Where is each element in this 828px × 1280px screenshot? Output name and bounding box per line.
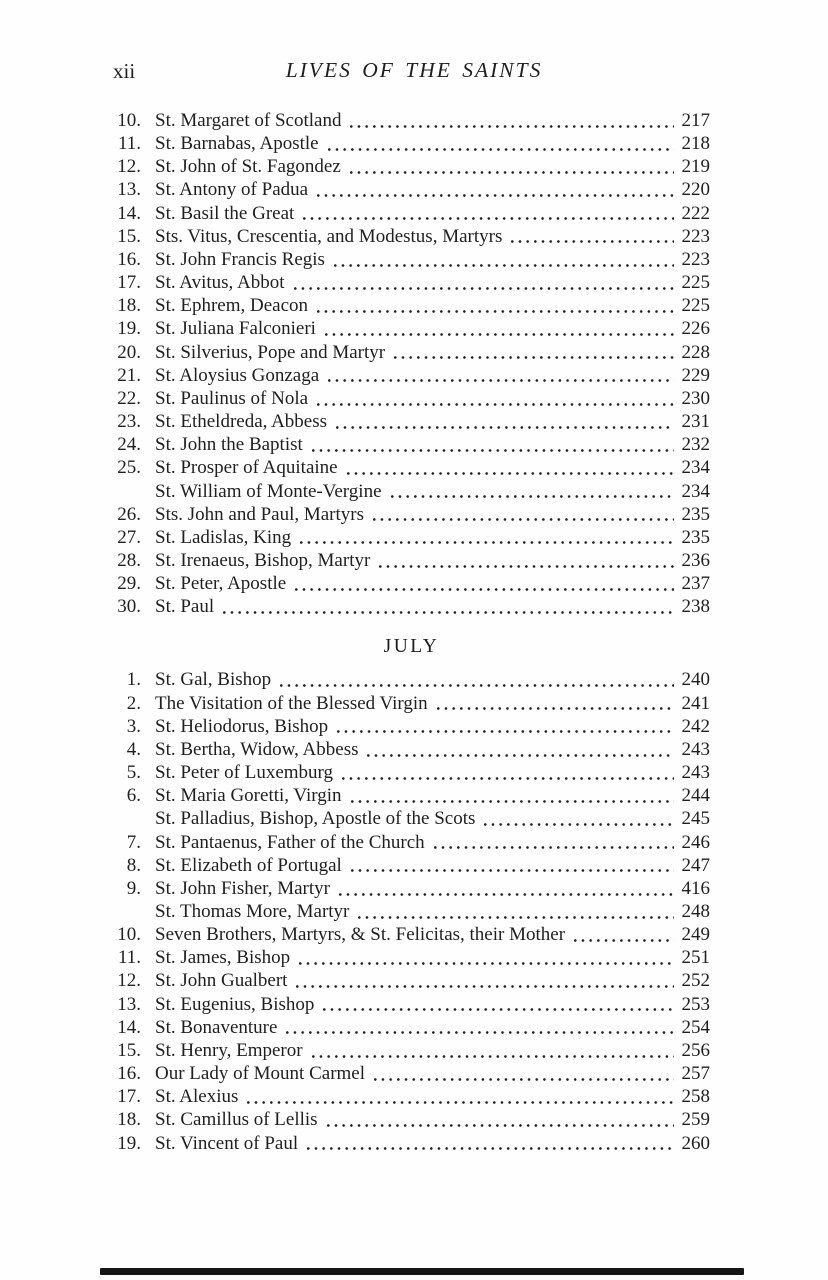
toc-entry: [113, 480, 710, 503]
entry-page-number: 238: [681, 596, 710, 618]
entry-title: St. Ephrem, Deacon: [155, 295, 309, 317]
toc-entry: [113, 132, 710, 155]
entry-page-number: 259: [681, 1109, 710, 1131]
entry-title: St. Maria Goretti, Virgin: [155, 785, 342, 807]
entry-title: St. Juliana Falconieri: [155, 318, 316, 340]
dot-leader: [379, 549, 674, 572]
toc-entry: [113, 807, 710, 830]
dot-leader: [317, 178, 674, 201]
dot-leader: [336, 410, 674, 433]
entry-title: St. Vincent of Paul: [155, 1132, 299, 1154]
entry-title: St. Irenaeus, Bishop, Martyr: [155, 549, 371, 571]
entry-title: St. Camillus of Lellis: [155, 1109, 318, 1131]
toc-entry: [113, 946, 710, 969]
toc-entry: [113, 993, 710, 1016]
entry-number: 2.: [126, 692, 141, 714]
toc-entry: [113, 155, 710, 178]
entry-title: St. Margaret of Scotland: [155, 110, 342, 131]
toc-entry: [113, 1062, 710, 1085]
entry-number: 17.: [117, 1086, 141, 1108]
dot-leader: [511, 225, 674, 248]
entry-page-number: 252: [681, 970, 710, 992]
entry-number: 12.: [117, 970, 141, 992]
entry-title: Our Lady of Mount Carmel: [155, 1063, 366, 1085]
toc-entry: [113, 1016, 710, 1039]
entry-title: St. Silverius, Pope and Martyr: [155, 341, 386, 363]
toc-entry: [113, 1039, 710, 1062]
dot-leader: [434, 831, 674, 854]
running-title: LIVES OF THE SAINTS: [285, 58, 543, 82]
entry-title: St. Pantaenus, Father of the Church: [155, 831, 425, 853]
entry-page-number: 257: [681, 1063, 710, 1085]
toc-entry: [113, 715, 710, 738]
entry-page-number: 258: [681, 1086, 710, 1108]
entry-page-number: 235: [681, 503, 710, 525]
entry-page-number: 240: [681, 669, 710, 691]
toc-entry: [113, 877, 710, 900]
entry-number: 28.: [117, 549, 141, 571]
toc-entry: [113, 668, 710, 691]
entry-page-number: 256: [681, 1039, 710, 1061]
entry-page-number: 260: [681, 1132, 710, 1154]
entry-page-number: 247: [681, 854, 710, 876]
entry-title: St. Prosper of Aquitaine: [155, 457, 338, 479]
toc-entry: [113, 761, 710, 784]
toc-entry: [113, 738, 710, 761]
entry-page-number: 226: [681, 318, 710, 340]
entry-number: 29.: [117, 573, 141, 595]
toc-entry: [113, 503, 710, 526]
entry-page-number: 219: [681, 156, 710, 178]
entry-number: 3.: [126, 715, 141, 737]
entry-title: St. Paul: [155, 596, 215, 618]
entry-number: 11.: [117, 947, 141, 969]
entry-page-number: 248: [681, 901, 710, 922]
entry-page-number: 234: [681, 480, 710, 502]
entry-title: St. Avitus, Abbot: [155, 272, 285, 294]
entry-number: 22.: [117, 387, 141, 409]
entry-number: 18.: [117, 295, 141, 317]
entry-title: St. Thomas More, Martyr: [155, 901, 350, 922]
entry-number: 18.: [117, 1109, 141, 1131]
dot-leader: [394, 341, 674, 364]
entry-title: St. Bonaventure: [155, 1016, 278, 1038]
entry-title: Sts. John and Paul, Martyrs: [155, 503, 364, 525]
entry-page-number: 253: [681, 993, 710, 1015]
entry-title: Sts. Vitus, Crescentia, and Modestus, Martyrs: [155, 225, 503, 247]
entry-title: St. Peter, Apostle: [155, 573, 287, 595]
dot-leader: [342, 761, 674, 784]
entry-number: 30.: [117, 596, 141, 618]
toc-entry: [113, 364, 710, 387]
entry-title: St. Antony of Padua: [155, 179, 309, 201]
dot-leader: [323, 993, 674, 1016]
entry-page-number: 218: [681, 133, 710, 155]
entry-title: St. Paulinus of Nola: [155, 387, 309, 409]
entry-title: St. James, Bishop: [155, 947, 291, 969]
dot-leader: [337, 715, 674, 738]
toc-entry: [113, 178, 710, 201]
dot-leader: [391, 480, 674, 503]
entry-title: St. John Fisher, Martyr: [155, 877, 330, 899]
toc-entry: [113, 341, 710, 364]
dot-leader: [327, 1108, 674, 1131]
toc-entry: [113, 831, 710, 854]
dot-leader: [280, 668, 674, 691]
entry-title: St. Etheldreda, Abbess: [155, 411, 328, 433]
entry-title: St. William of Monte-Vergine: [155, 480, 382, 502]
entry-title: St. Gal, Bishop: [155, 669, 272, 691]
entry-title: St. Henry, Emperor: [155, 1039, 303, 1061]
toc-entry: [113, 1108, 710, 1131]
entry-number: 15.: [117, 225, 141, 247]
entry-title: St. John Francis Regis: [155, 248, 325, 270]
toc-entry: [113, 784, 710, 807]
entry-page-number: 245: [681, 808, 710, 830]
dot-leader: [295, 572, 674, 595]
dot-leader: [325, 317, 674, 340]
entry-title: Seven Brothers, Martyrs, & St. Felicitas, their Mother: [155, 924, 566, 946]
toc-entry: [113, 595, 710, 618]
entry-title: St. Basil the Great: [155, 202, 295, 224]
toc-entry: [113, 549, 710, 572]
entry-number: 14.: [117, 1016, 141, 1038]
entry-title: St. Peter of Luxemburg: [155, 762, 334, 784]
entry-number: 14.: [117, 202, 141, 224]
entry-number: 19.: [117, 318, 141, 340]
toc-entry: [113, 572, 710, 595]
entry-number: 26.: [117, 503, 141, 525]
entry-page-number: 236: [681, 549, 710, 571]
table-of-contents: [113, 109, 710, 1155]
entry-page-number: 237: [681, 573, 710, 595]
entry-number: 17.: [117, 272, 141, 294]
entry-number: 16.: [117, 1063, 141, 1085]
dot-leader: [247, 1085, 674, 1108]
dot-leader: [294, 271, 674, 294]
dot-leader: [574, 923, 674, 946]
entry-number: 6.: [126, 785, 141, 807]
toc-entry: [113, 923, 710, 946]
toc-entry: [113, 969, 710, 992]
toc-entry: [113, 202, 710, 225]
entry-title: St. Elizabeth of Portugal: [155, 854, 342, 876]
toc-entry: [113, 109, 710, 132]
dot-leader: [299, 946, 674, 969]
entry-number: 11.: [117, 133, 141, 155]
dot-leader: [312, 433, 674, 456]
entry-number: 15.: [117, 1039, 141, 1061]
entry-title: St. Barnabas, Apostle: [155, 133, 319, 155]
entry-page-number: 220: [681, 179, 710, 201]
entry-page-number: 235: [681, 526, 710, 548]
dot-leader: [223, 595, 674, 618]
entry-page-number: 244: [681, 785, 710, 807]
dot-leader: [351, 784, 674, 807]
entry-page-number: 416: [681, 877, 710, 899]
entry-page-number: 225: [681, 272, 710, 294]
entry-page-number: 232: [681, 434, 710, 456]
toc-entry: [113, 317, 710, 340]
entry-page-number: 228: [681, 341, 710, 363]
dot-leader: [317, 387, 674, 410]
dot-leader: [358, 900, 674, 923]
entry-number: 9.: [126, 877, 141, 899]
toc-entry: [113, 900, 710, 923]
dot-leader: [300, 526, 674, 549]
toc-entry: [113, 1132, 710, 1155]
entry-page-number: 230: [681, 387, 710, 409]
toc-entry: [113, 456, 710, 479]
toc-entry: [113, 248, 710, 271]
entry-number: 7.: [126, 831, 141, 853]
toc-entry: [113, 1085, 710, 1108]
dot-leader: [328, 364, 674, 387]
entry-page-number: 246: [681, 831, 710, 853]
entry-number: 10.: [117, 924, 141, 946]
entry-number: 10.: [117, 110, 141, 131]
entry-title: St. John the Baptist: [155, 434, 303, 456]
entry-page-number: 223: [681, 225, 710, 247]
entry-page-number: 243: [681, 738, 710, 760]
dot-leader: [350, 109, 674, 132]
dot-leader: [286, 1016, 674, 1039]
scan-edge-artifact: [100, 1268, 744, 1275]
entry-title: St. Eugenius, Bishop: [155, 993, 315, 1015]
entry-page-number: 241: [681, 692, 710, 714]
dot-leader: [374, 1062, 674, 1085]
toc-entry: [113, 225, 710, 248]
entry-title: St. John of St. Fagondez: [155, 156, 341, 178]
entry-number: 1.: [126, 669, 141, 691]
toc-entry: [113, 526, 710, 549]
dot-leader: [334, 248, 674, 271]
dot-leader: [437, 692, 674, 715]
month-heading: JULY: [383, 636, 440, 658]
entry-number: 27.: [117, 526, 141, 548]
dot-leader: [296, 969, 674, 992]
entry-number: 21.: [117, 364, 141, 386]
entry-page-number: 231: [681, 411, 710, 433]
entry-page-number: 225: [681, 295, 710, 317]
entry-page-number: 251: [681, 947, 710, 969]
entry-page-number: 249: [681, 924, 710, 946]
dot-leader: [303, 202, 674, 225]
toc-entry: [113, 433, 710, 456]
entry-number: 25.: [117, 457, 141, 479]
entry-page-number: 217: [681, 110, 710, 131]
entry-number: 20.: [117, 341, 141, 363]
toc-entry: [113, 692, 710, 715]
entry-number: 12.: [117, 156, 141, 178]
dot-leader: [312, 1039, 674, 1062]
entry-number: 16.: [117, 248, 141, 270]
dot-leader: [373, 503, 674, 526]
entry-title: The Visitation of the Blessed Virgin: [155, 692, 428, 714]
entry-number: 19.: [117, 1132, 141, 1154]
dot-leader: [351, 854, 674, 877]
entry-page-number: 242: [681, 715, 710, 737]
entry-number: 13.: [117, 993, 141, 1015]
entry-number: 4.: [126, 738, 141, 760]
toc-entry: [113, 294, 710, 317]
entry-title: St. Heliodorus, Bishop: [155, 715, 329, 737]
entry-page-number: 234: [681, 457, 710, 479]
dot-leader: [317, 294, 674, 317]
dot-leader: [484, 807, 674, 830]
entry-title: St. Bertha, Widow, Abbess: [155, 738, 359, 760]
entry-page-number: 222: [681, 202, 710, 224]
entry-number: 24.: [117, 434, 141, 456]
dot-leader: [307, 1132, 674, 1155]
entry-title: St. Aloysius Gonzaga: [155, 364, 320, 386]
toc-entry: [113, 271, 710, 294]
entry-title: St. John Gualbert: [155, 970, 288, 992]
entry-page-number: 223: [681, 248, 710, 270]
dot-leader: [350, 155, 674, 178]
dot-leader: [347, 456, 674, 479]
entry-page-number: 229: [681, 364, 710, 386]
toc-entry: [113, 854, 710, 877]
page-header: [0, 0, 828, 86]
dot-leader: [328, 132, 674, 155]
entry-page-number: 254: [681, 1016, 710, 1038]
toc-entry: [113, 387, 710, 410]
entry-number: 8.: [126, 854, 141, 876]
folio-number: xii: [113, 59, 136, 83]
entry-title: St. Ladislas, King: [155, 526, 292, 548]
dot-leader: [367, 738, 674, 761]
entry-number: 5.: [126, 762, 141, 784]
entry-number: 13.: [117, 179, 141, 201]
entry-page-number: 243: [681, 762, 710, 784]
entry-number: 23.: [117, 411, 141, 433]
entry-title: St. Palladius, Bishop, Apostle of the Scots: [155, 808, 476, 830]
toc-entry: [113, 410, 710, 433]
entry-title: St. Alexius: [155, 1086, 239, 1108]
dot-leader: [339, 877, 674, 900]
